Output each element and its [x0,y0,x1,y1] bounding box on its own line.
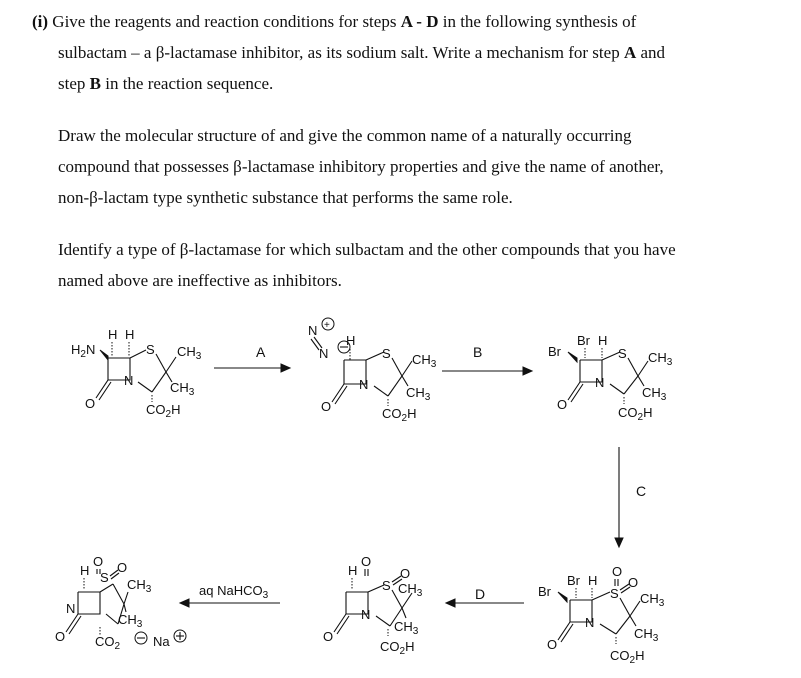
text-span: sulbactam – a β-lactamase inhibitor, as its sodium salt. Write a mechanism for step [58,43,624,62]
oxygen-atom: O [612,564,623,579]
question-number: (i) [32,12,49,31]
nitrogen-atom: N [359,377,369,392]
methyl-group: $CH_3$ [398,581,423,599]
carboxylic-acid: $CO_2H$ [618,405,653,423]
bromine-atom: Br [538,584,551,599]
carboxylic-acid: $CO_2H$ [380,639,415,657]
hydrogen-atom: H [125,327,135,342]
methyl-group: $CH_3$ [118,612,143,630]
bromine-atom: Br [567,573,580,588]
sulfur-atom: S [100,570,109,585]
nitrogen-atom: N [124,373,134,388]
question-line: named above are ineffective as inhibitors. [58,271,342,290]
molecule-6-apa [71,327,202,420]
methyl-group: $CH_3$ [177,344,202,362]
oxygen-atom: O [85,396,96,411]
nitrogen-atom: N [66,601,76,616]
plus-charge-text: + [324,320,330,331]
bromine-atom: Br [577,333,590,348]
text-span: in the following synthesis of [438,12,637,31]
text-span: Give the reagents and reaction conditions for steps [48,12,401,31]
step-ref: B [89,74,101,93]
methyl-group: $CH_3$ [648,350,673,368]
molecule-sulbactam-sodium [55,554,186,652]
molecule-dibromo-sulfone [538,564,665,666]
methyl-group: $CH_3$ [642,385,667,403]
hydrogen-atom: H [588,573,598,588]
sulfur-atom: S [382,578,391,593]
hydrogen-atom: H [598,333,608,348]
oxygen-atom: O [93,554,104,569]
question-line: compound that possesses β-lactamase inhibitory properties and give the name of another, [58,157,664,176]
methyl-group: $CH_3$ [170,380,195,398]
oxygen-atom: O [117,560,128,575]
reagent-label: aq NaHCO$_3$ [199,583,269,601]
nitrogen-atom: N [319,346,329,361]
sodium-ion: Na [153,634,170,649]
bromine-atom: Br [548,344,561,359]
text-span: and [636,43,666,62]
step-label-c: C [636,483,647,499]
sulfur-atom: S [382,346,391,361]
nitrogen-atom: N [595,375,605,390]
oxygen-atom: O [628,575,639,590]
methyl-group: $CH_3$ [394,619,419,637]
hydrogen-atom: H [348,563,358,578]
oxygen-atom: O [361,554,372,569]
step-label-d: D [475,586,486,602]
nitrogen-atom: N [308,323,318,338]
steps-ref: A - D [400,12,439,31]
question-line: non-β-lactam type synthetic substance that performs the same role. [58,188,513,207]
step-ref: A [623,43,637,62]
methyl-group: $CH_3$ [127,577,152,595]
oxygen-atom: O [557,397,568,412]
text-span: in the reaction sequence. [100,74,274,93]
oxygen-atom: O [400,566,411,581]
molecule-diazo [308,318,437,424]
nitrogen-atom: N [585,615,595,630]
methyl-group: $CH_3$ [412,352,437,370]
step-label-b: B [473,344,483,360]
methyl-group: $CH_3$ [406,385,431,403]
carboxylate: $CO_2$ [95,634,121,652]
text-span: step [58,74,90,93]
sulfur-atom: S [146,342,155,357]
methyl-group: $CH_3$ [634,626,659,644]
carboxylic-acid: $CO_2H$ [610,648,645,666]
oxygen-atom: O [323,629,334,644]
question-line: Draw the molecular structure of and give the common name of a naturally occurring [58,126,632,145]
oxygen-atom: O [321,399,332,414]
oxygen-atom: O [55,629,66,644]
step-label-a: A [256,344,266,360]
nitrogen-atom: N [361,607,371,622]
sulfur-atom: S [618,346,627,361]
molecule-dibromo-penicillanic [548,333,673,423]
hydrogen-atom: H [346,333,356,348]
amino-group: $H_2N$ [71,342,96,360]
methyl-group: $CH_3$ [640,591,665,609]
carboxylic-acid: $CO_2H$ [382,406,417,424]
hydrogen-atom: H [108,327,118,342]
question-line: Identify a type of β-lactamase for which sulbactam and the other compounds that you have [58,240,676,259]
molecule-sulbactam-acid [323,554,423,657]
hydrogen-atom: H [80,563,90,578]
sulfur-atom: S [610,586,619,601]
oxygen-atom: O [547,637,558,652]
carboxylic-acid: $CO_2H$ [146,402,181,420]
